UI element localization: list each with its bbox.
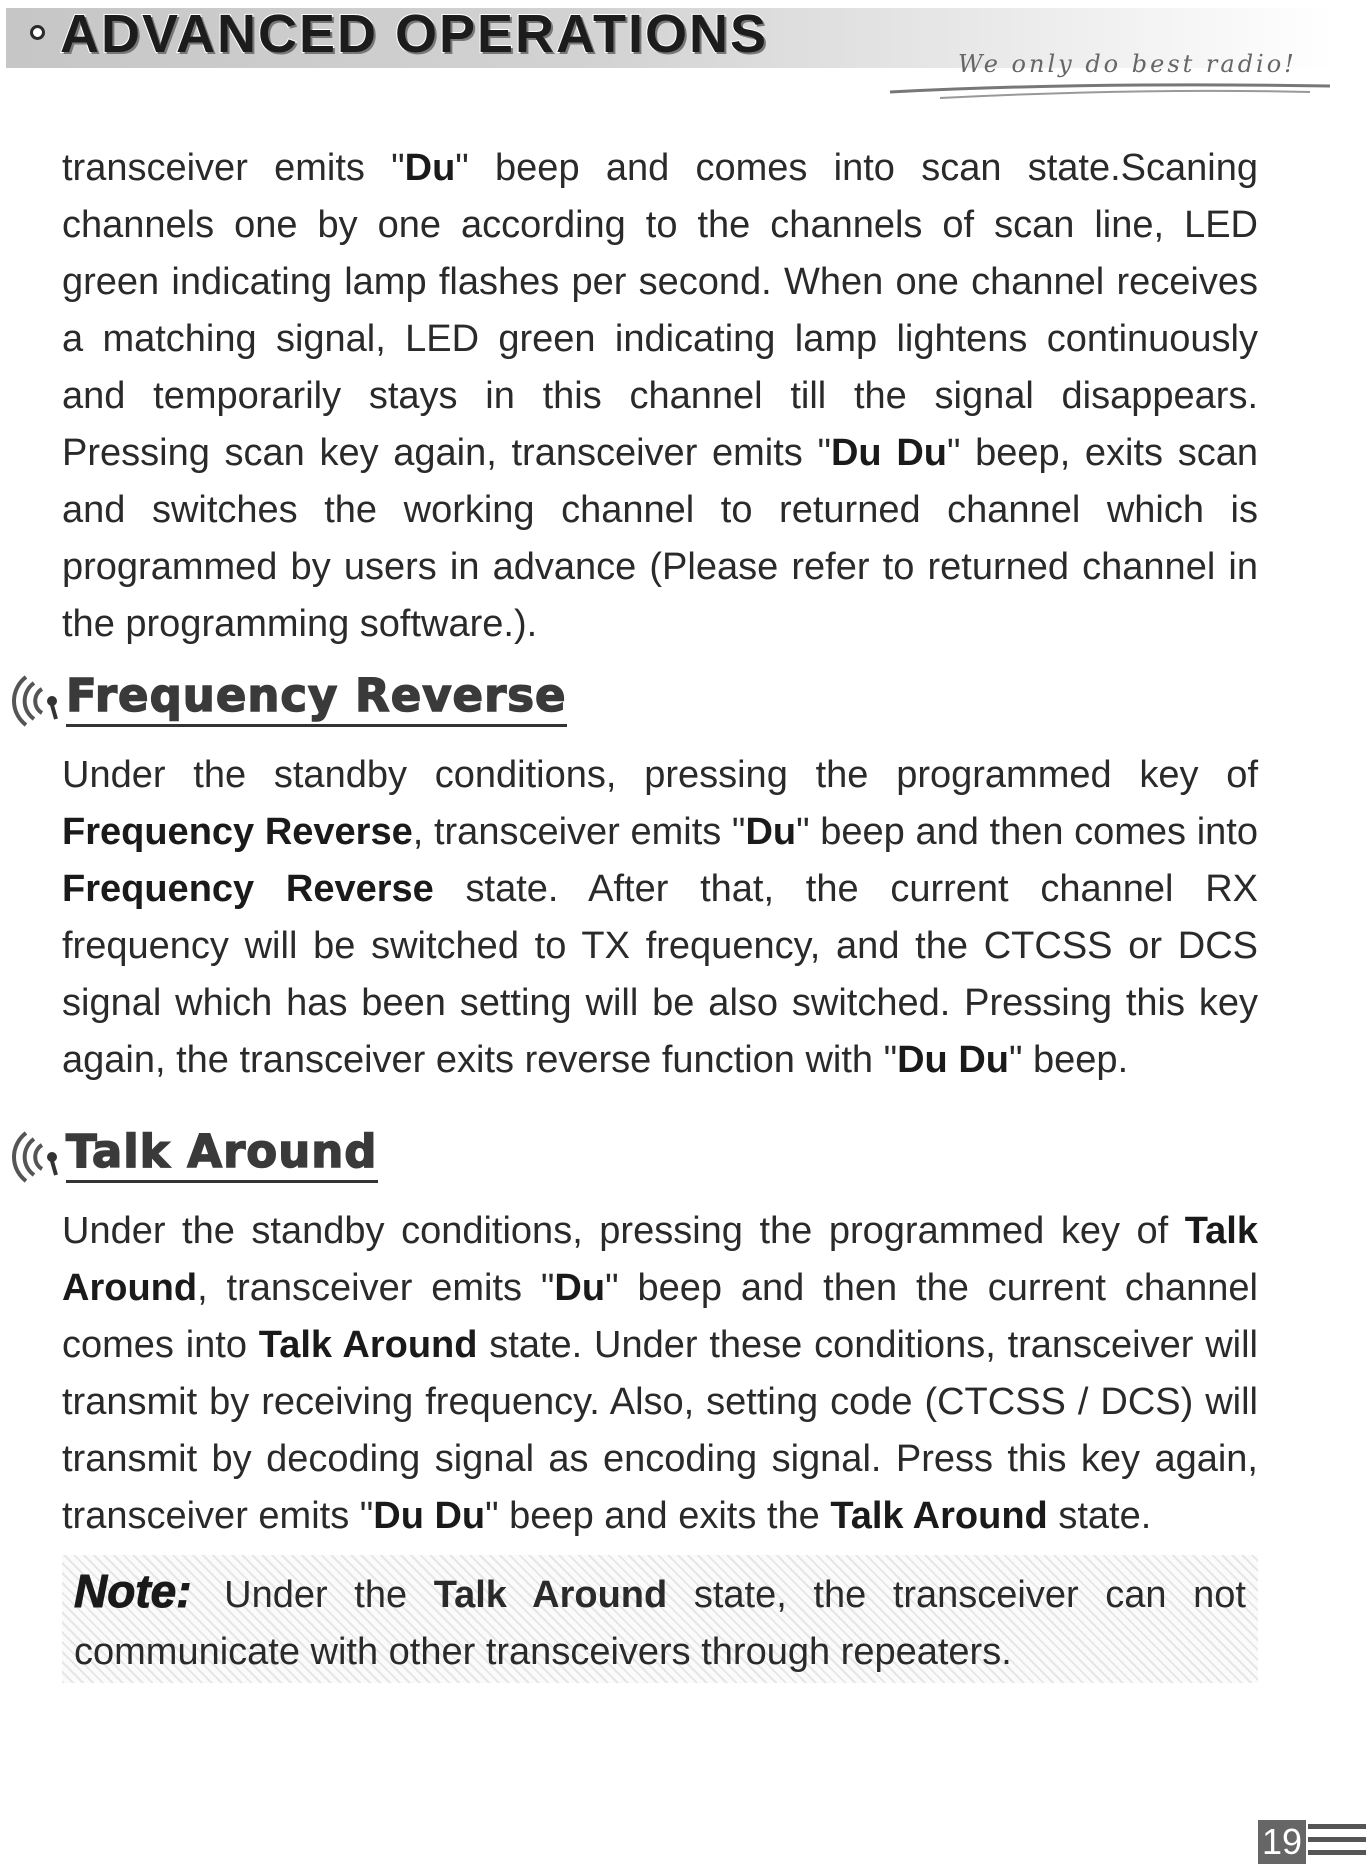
- section-heading-frequency-reverse: [62, 667, 1258, 747]
- talk-around-paragraph: Under the standby conditions, pressing the programmed key of Talk Around, transceiver emits "Du" beep and then the current channel comes into Talk Around state. Under these conditions, transceiver will transmit by receiving frequency. Also, setting code (CTCSS / DCS) will transmit by decoding signal as encoding signal. Press this key again, transceiver emits "Du Du" beep and exits the Talk Around state.: [62, 1210, 1258, 1537]
- section-title: Talk Around: [66, 1127, 378, 1183]
- frequency-reverse-paragraph: Under the standby conditions, pressing the programmed key of Frequency Reverse, transceiver emits "Du" beep and then comes into Frequency Reverse state. After that, the current channel RX frequency will be switched to TX frequency, and the CTCSS or DCS signal which has been setting will be also switched. Pressing this key again, the transceiver exits reverse function with "Du Du" beep.: [62, 754, 1258, 1081]
- slogan-swoosh-icon: [880, 78, 1340, 104]
- note-box: [62, 1555, 1258, 1683]
- section-title: Frequency Reverse: [66, 671, 567, 727]
- note-label: Note:: [74, 1565, 192, 1617]
- radio-wave-icon: [6, 669, 66, 733]
- header-slogan: We only do best radio!: [958, 50, 1297, 78]
- section-heading-talk-around: [62, 1123, 1258, 1203]
- header-bullet-icon: [30, 25, 45, 40]
- radio-wave-icon: [6, 1125, 66, 1189]
- intro-paragraph: transceiver emits "Du" beep and comes into scan state.Scaning channels one by one according to the channels of scan line, LED green indicating lamp flashes per second. When one channel receives a matching signal, LED green indicating lamp lightens continuously and temporarily stays in this channel till the signal disappears. Pressing scan key again, transceiver emits "Du Du" beep, exits scan and switches the working channel to returned channel which is programmed by users in advance (Please refer to returned channel in the programming software.).: [62, 147, 1259, 645]
- page-number-decoration: [1308, 1824, 1366, 1863]
- main-content: [62, 140, 1258, 1683]
- note-text: Note: Under the Talk Around state, the transceiver can not communicate with other transceivers through repeaters.: [74, 1565, 1246, 1673]
- page-title: ADVANCED OPERATIONS: [60, 4, 769, 64]
- page-number: 19: [1258, 1820, 1306, 1864]
